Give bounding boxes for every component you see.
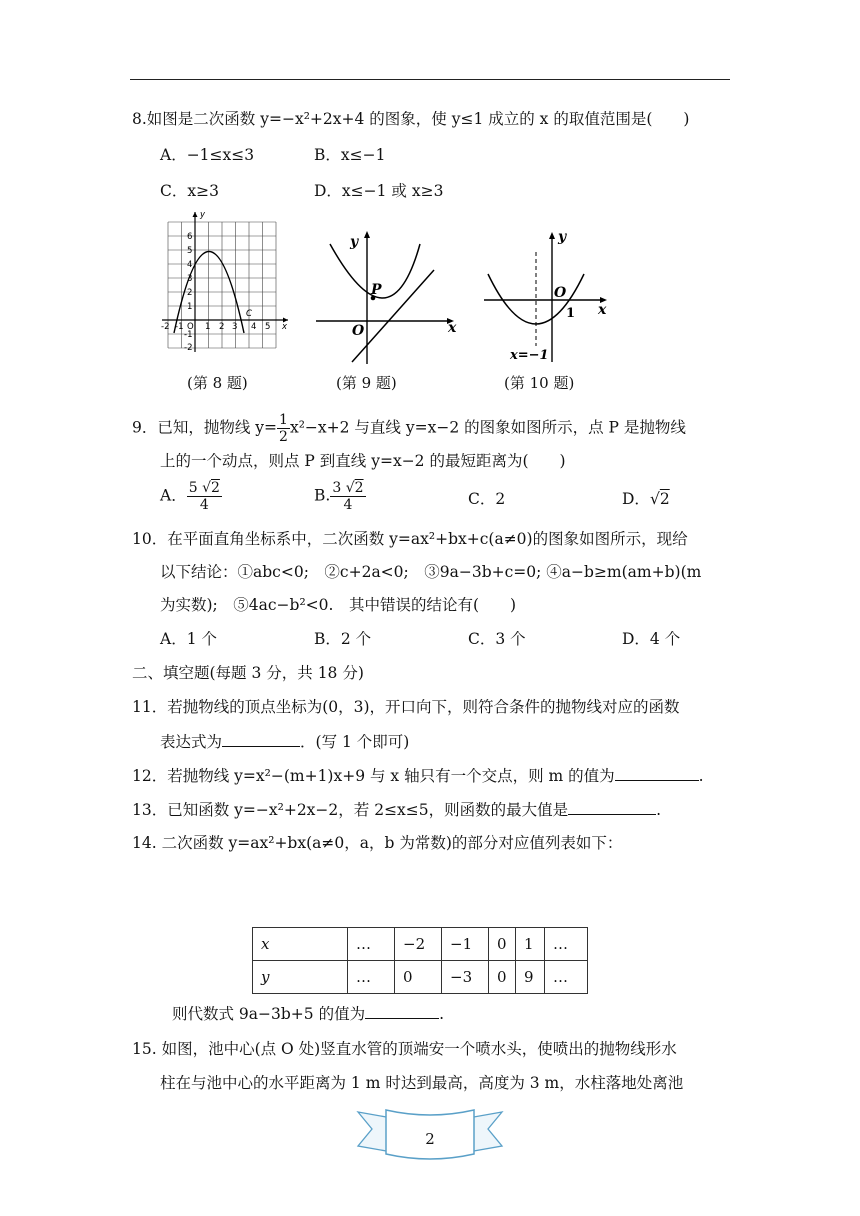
fig9-point-p-label: P [371,282,382,298]
q14-stem: 14. 二次函数 y=ax²+bx(a≠0，a，b 为常数)的部分对应值列表如下： [132,834,623,852]
table-cell: y [253,961,348,994]
fig8-y-label: y [200,210,206,220]
q10-option-a: A．1 个 [160,630,217,648]
table-cell: … [545,961,588,994]
table-cell: x [253,928,348,961]
fig9-origin-label: O [352,323,365,339]
table-cell: −3 [442,961,489,994]
table-cell: −2 [395,928,442,961]
fig8-xtick: O [187,322,194,332]
q9-option-a: A． $\frac{5 √2}{4}$ [160,480,220,513]
figure-9-graph [312,226,462,366]
fig8-ytick: 1 [187,302,193,312]
fig8-x-label: x [282,322,288,332]
fig10-origin-label: O [554,285,567,301]
q10-option-b: B．2 个 [314,630,372,648]
q9-stem-line2: 上的一个动点，则点 P 到直线 y=x−2 的最短距离为( ) [160,452,566,470]
table-cell: 0 [395,961,442,994]
table-row [253,961,588,994]
section-heading: 二、填空题(每题 3 分，共 18 分) [132,664,364,682]
q9-option-c: C．2 [468,490,506,508]
table-cell: 1 [516,928,545,961]
fig8-xtick: 3 [232,322,238,332]
q14-followup: 则代数式 9a−3b+5 的值为 . [172,1002,444,1025]
fig8-ytick: 3 [187,274,193,284]
fig8-ytick: 6 [187,232,193,242]
fig8-xtick: -1 [175,322,184,332]
table-cell: … [545,928,588,961]
fig8-c-label: C [246,309,252,319]
q11-stem-line2: 表达式为 ．(写 1 个即可) [160,730,409,753]
fig8-ytick: 4 [187,260,193,270]
q14-value-table [252,927,588,994]
fig8-xtick: 1 [205,322,211,332]
table-cell: 0 [489,961,516,994]
table-cell: −1 [442,928,489,961]
q12-stem: 12．若抛物线 y=x²−(m+1)x+9 与 x 轴只有一个交点，则 m 的值为 . [132,764,704,787]
q8-option-d: D．x≤−1 或 x≥3 [314,182,444,200]
fig8-xtick: -2 [161,322,170,332]
q8-stem: 8.如图是二次函数 y=−x²+2x+4 的图象，使 y≤1 成立的 x 的取值范围是( ) [132,110,690,128]
table-row [253,928,588,961]
q12-answer-blank [615,764,699,781]
q9-fraction: $\frac{1}{2}$ [279,412,288,445]
q8-option-c: C．x≥3 [160,182,219,200]
q8-option-b: B．x≤−1 [314,146,386,164]
q9-option-b: B. $\frac{3 √2}{4}$ [314,480,364,513]
fig10-axis-of-symmetry-label: x=−1 [510,348,549,363]
fig8-xtick: 4 [251,322,257,332]
q9-stem: 9．已知，抛物线 y= $\frac{1}{2}$ x²−x+2 与直线 y=x−2 的图象如图所示，点 P 是抛物线 [132,412,686,445]
q14-answer-blank [365,1002,439,1019]
caption-figure-8: (第 8 题) [187,374,248,392]
figure-10-graph [480,222,620,364]
fig8-xtick: 2 [219,322,225,332]
fig8-ytick: 5 [187,246,193,256]
q10-stem-line3: 为实数); ⑤4ac−b²<0. 其中错误的结论有( ) [160,596,517,614]
page-number: 2 [425,1130,435,1148]
q15-stem-line1: 15. 如图，池中心(点 O 处)竖直水管的顶端安一个喷水头，使喷出的抛物线形水 [132,1040,677,1058]
q10-option-d: D．4 个 [622,630,681,648]
table-cell: … [348,961,395,994]
q15-stem-line2: 柱在与池中心的水平距离为 1 m 时达到最高，高度为 3 m，水柱落地处离池 [160,1074,684,1092]
fig8-ytick: -2 [184,343,193,353]
q10-option-c: C．3 个 [468,630,526,648]
fig9-y-label: y [350,234,359,250]
header-rule [130,79,730,80]
q13-answer-blank [568,798,656,815]
fig8-xtick: 5 [265,322,271,332]
q11-stem-line1: 11．若抛物线的顶点坐标为(0，3)，开口向下，则符合条件的抛物线对应的函数 [132,698,680,716]
q8-option-a: A．−1≤x≤3 [160,146,255,164]
q13-stem: 13．已知函数 y=−x²+2x−2，若 2≤x≤5，则函数的最大值是 . [132,798,661,821]
figure-8-graph [158,208,292,354]
caption-figure-9: (第 9 题) [336,374,397,392]
q9-option-d: D．√2 [622,490,670,508]
caption-figure-10: (第 10 题) [504,374,575,392]
fig9-x-label: x [448,320,457,336]
q10-stem-line1: 10．在平面直角坐标系中，二次函数 y=ax²+bx+c(a≠0)的图象如图所示，现给 [132,530,688,548]
q10-stem-line2: 以下结论：①abc<0; ②c+2a<0; ③9a−3b+c=0; ④a−b≥m(am+b)(m [160,563,702,581]
table-cell: 9 [516,961,545,994]
fig10-x-label: x [598,302,607,318]
fig8-ytick: 2 [187,288,193,298]
q11-answer-blank [222,730,300,747]
table-cell: … [348,928,395,961]
fig8-ytick: -1 [184,330,193,340]
fig10-one-label: 1 [566,306,576,321]
fig10-y-label: y [558,229,567,245]
table-cell: 0 [489,928,516,961]
